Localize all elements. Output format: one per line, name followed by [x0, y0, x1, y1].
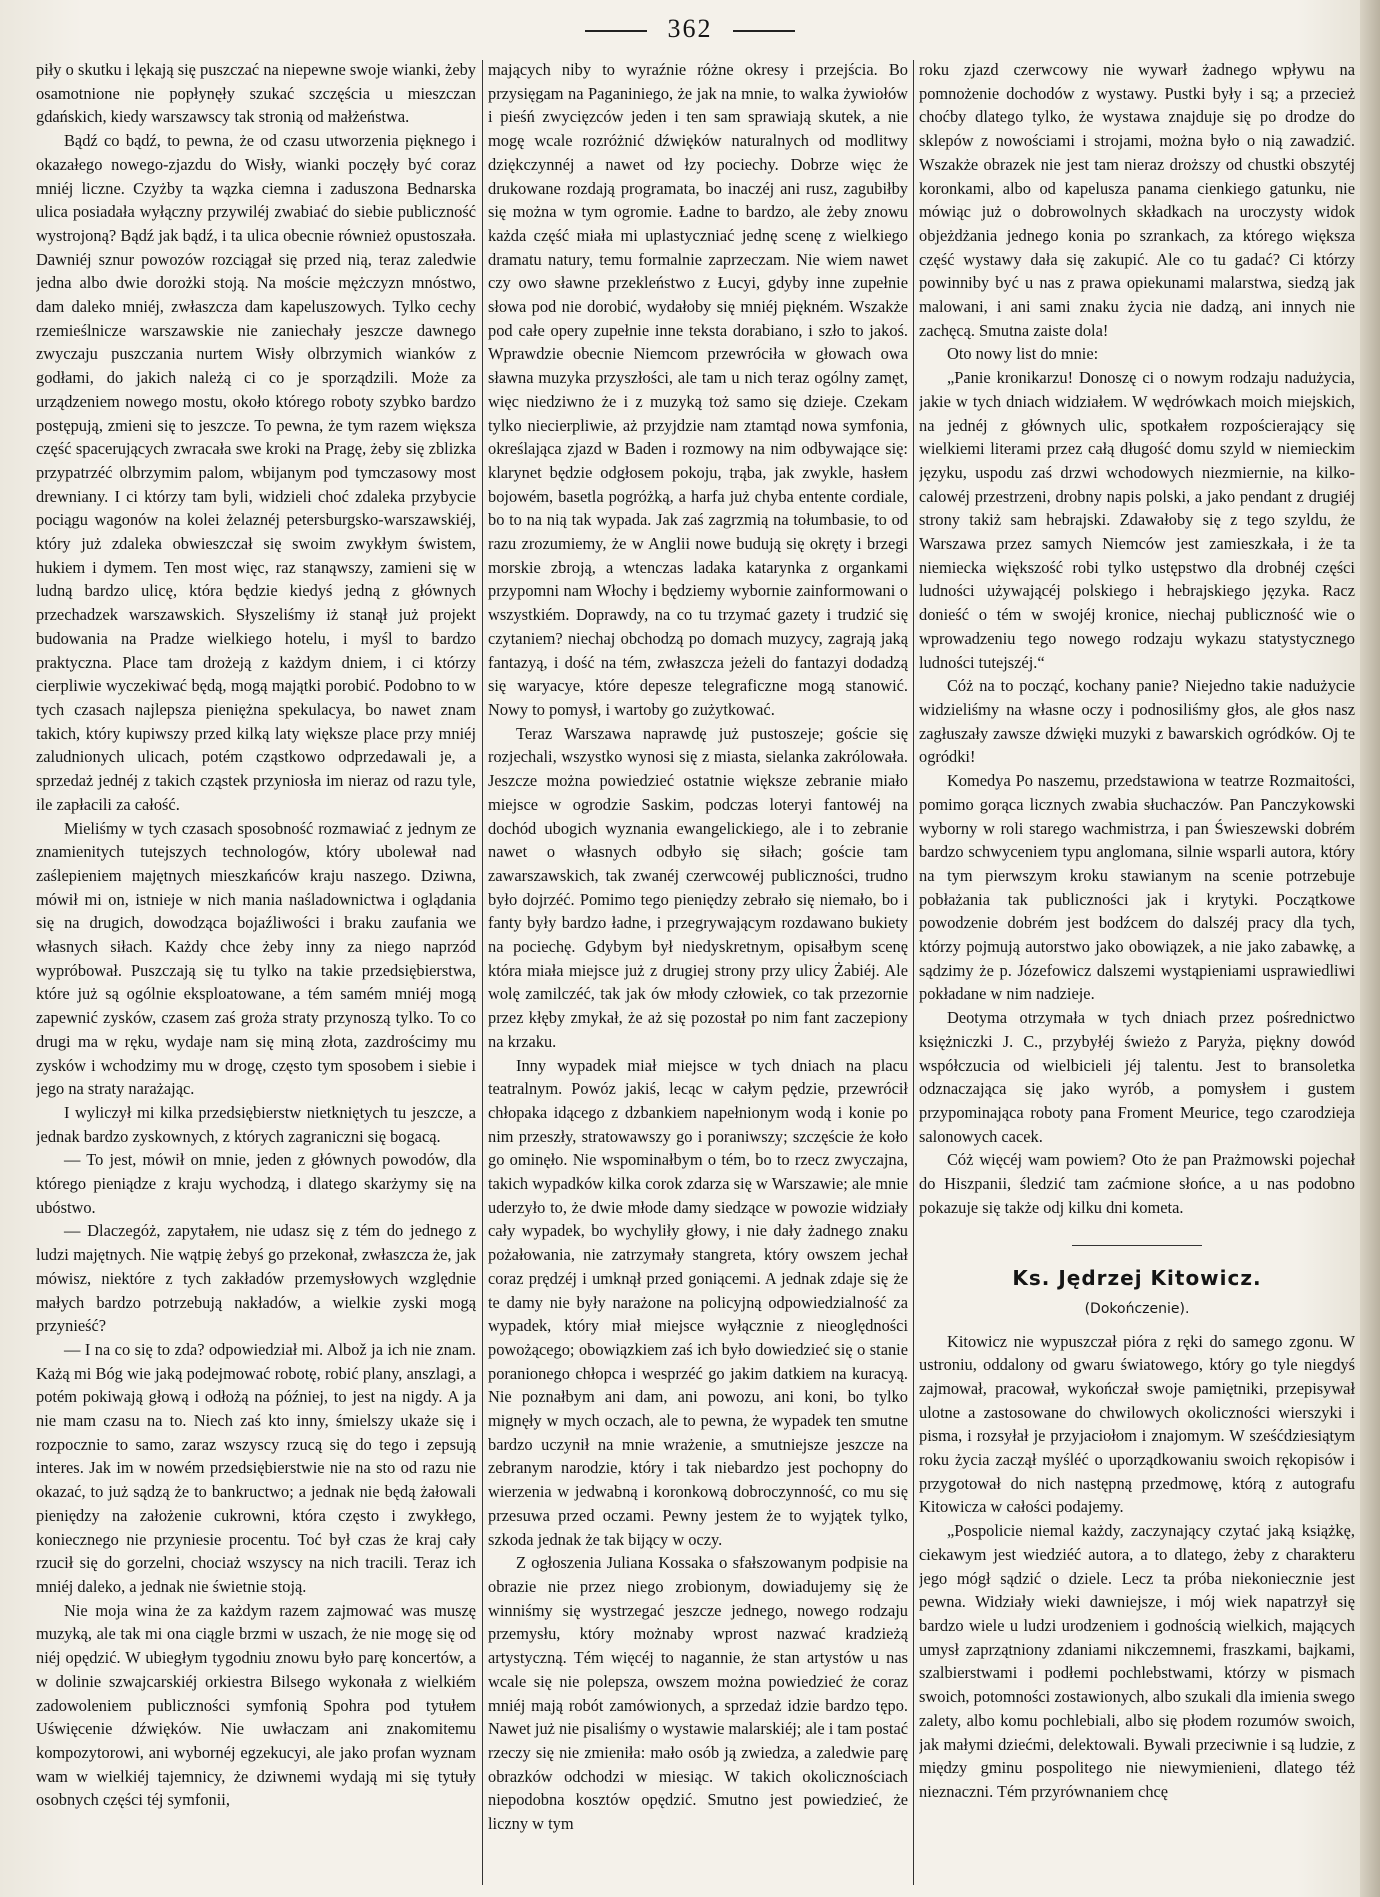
paragraph: Mieliśmy w tych czasach sposobność rozmawiać z jednym ze znamienitych tutejszych technologów, który ubolewał nad zaślepieniem majętnych mieszkańców kraju naszego. Dziwna, mówił mi on, istnieje w nich mania naśladownictwa i oglądania się na drugich, dowodząca bojaźliwości i braku zaufania we własnych siłach. Każdy chce żeby inny za niego naprzód wypróbował. Puszczają się tu tylko na takie przedsiębierstwa, które już są ogólnie eksploatowane, a tém samém mniéj mogą zapewnić zysków, czasem zaś groża straty przynoszą tylko. To co drugi ma w ręku, wydaje nam się miną złota, zazdrościmy mu zysków i wchodzimy mu w drogę, często tym sposobem i siebie i jego na straty narażając. — [36, 818, 476, 1099]
paragraph: Z ogłoszenia Juliana Kossaka o sfałszowanym podpisie na obrazie nie przez niego zrobionym, dowiadujemy się że winniśmy się wystrzegać jeszcze jednego, nowego rodzaju przemysłu, który możnaby wprost nazwać kradzieżą artystyczną. Tém więcéj to nagannie, że stan artystów u nas wcale się nie polepsza, owszem można powiedzieć że coraz mniéj mają robót zamówionych, a sprzedaż idzie bardzo tępo. Nawet już nie pisaliśmy o wystawie malarskiéj; ale i tam postać rzeczy się nie zmieniła: mało osób ją zwiedza, a zaledwie parę obrazków odchodzi w miesiąc. W takich okolicznościach niepodobna kosztów opędzić. Smutno jest powiedzieć, że liczny w tym — [488, 1553, 908, 1834]
article-subtitle: (Dokończenie). — [1084, 1301, 1190, 1318]
paragraph: „Panie kronikarzu! Donoszę ci o nowym rodzaju nadużycia, jakie w tych dniach widziałem. W wędrówkach moich miejskich, na jednéj z głównych ulic, spotkałem rozpościerający się wielkiemi literami przez całą długość domu szyld w niemieckim języku, uspodu zaś drzwi wchodowych niezmiernie, na kilko-calowéj przestrzeni, drobny napis polski, a jako pendant z drugiéj strony takiż sam hebrajski. Zdawałoby się z tego szyldu, że Warszawa przez samych Niemców jest zamieszkała, i że ta niemiecka większość robi tylko ustępstwo dla drobnéj części ludności używającéj polskiego i hebrajskiego języka. Racz donieść o tém w swojéj kronice, niechaj publiczność wie o wprowadzeniu tego nowego rodzaju wykazu statystycznego ludności tutejszéj.“ — [919, 368, 1355, 672]
paragraph: Cóż więcéj wam powiem? Oto że pan Prażmowski pojechał do Hiszpanii, śledzić tam zaćmione słońce, a u nas podobno pokazuje się także odj kilku dni kometa. — [919, 1150, 1355, 1217]
paragraph: Inny wypadek miał miejsce w tych dniach na placu teatralnym. Powóz jakiś, lecąc w całym pędzie, przewrócił chłopaka idącego z dzbankiem napełnionym wodą i konie po nim przeszły, stratowawszy go i poraniwszy; szczęście że koło go ominęło. Nie wspominałbym o tém, bo to rzecz zwyczajna, takich wypadków kilka corok zdarza się w Warszawie; ale mnie uderzyło to, że dwie młode damy siedzące w powozie widziały cały wypadek, bo wychyliły głowy, i nie dały żadnego znaku pożałowania, nie zatrzymały stangreta, który owszem jechał coraz prędzéj i umknął przed goniącemi. A jednak zdaje się że te damy nie były narażone na policyjną odpowiedzialność za wypadek, który miał miejsce wyłącznie z nieoględności powożącego; obowiązkiem zaś ich było dowiedzieć się o stanie poranionego chłopca i wesprzéć go jakim datkiem na kuracyą. Nie poznałbym ani dam, ani powozu, ani koni, bo tylko mignęły w mych oczach, ale to pewna, że wypadek ten smutne bardzo uczynił na mnie wrażenie, a smutniejsze jeszcze na zebranym narodzie, który i tak niebardzo jest pochopny do wierzenia w jedwabną i koronkową dobroczynność, co mu się przesuwa przed oczami. Pewny jestem że to wyjątek tylko, szkoda jednak że tak bijący w oczy. — [488, 1055, 908, 1549]
paragraph: Cóż na to począć, kochany panie? Niejedno takie nadużycie widzieliśmy na własne oczy i podnosiliśmy głos, ale głos nasz zagłuszały zawsze dźwięki muzyki z bawarskich ogródków. Oj te ogródki! — [919, 676, 1355, 767]
paragraph: — I na co się to zda? odpowiedział mi. Albož ja ich nie znam. Każą mi Bóg wie jaką podejmować robotę, robić plany, anszlagi, a potém pokiwają głową i odłożą na później, to jest na nigdy. A ja nie mam czasu na to. Niech zaś kto inny, śmielszy ukaże się i rozpocznie to samo, zaraz wszyscy rzucą się do tego i zepsują interes. Jak im w nowém przedsiębierstwie nie na sto od razu nie okazać, to już sądzą że to bankructwo; a jednak nie będą żałowali pieniędzy na założenie cukrowni, która często i zwykłego, koniecznego nie przyniesie procentu. Toć był czas że kraj cały rzucił się do gorzelni, chociaż wszyscy na nich tracili. Teraz ich mniéj daleko, a jednak nie świetnie stoją. — [36, 1339, 476, 1596]
paragraph: roku zjazd czerwcowy nie wywarł żadnego wpływu na pomnożenie dochodów z wystawy. Pustki były i są; a przecież choćby dlatego tylko, że wystawa znajduje się po drodze do sklepów z nowościami i strojami, można było o nią zawadzić. Wszakże obrazek nie jest tam nieraz droższy od chustki obszytéj koronkami, albo od kapelusza panama cienkiego gatunku, nie mówiąc już o dobrowolnych składkach na uroczysty widok objeżdżania jednego konia po szrankach, za którego większa część wystawy dała się zakupić. Ale co tu gadać? Ci którzy powinniby być u nas z prawa opiekunami malarstwa, siedzą jak malowani, i ani sami znaku życia nie dadzą, ani innych nie zachęcą. Smutna zaiste dola! — [919, 60, 1355, 340]
page-edge — [1360, 0, 1380, 1897]
header-rule-right — [733, 30, 795, 32]
column-divider — [482, 60, 483, 1885]
page-header — [0, 14, 1380, 44]
column-3 — [919, 58, 1355, 1890]
column-1 — [36, 58, 476, 1890]
paragraph: mających niby to wyraźnie różne okresy i przejścia. Bo przysięgam na Paganiniego, że jak na mnie, to walka żywiołów i pieśń zwycięzców jeden i ten sam sprawiają skutek, a nie mogę wcale rozróżnić dźwięków naturalnych od modlitwy dziękczynnéj a nawet od łzy pociechy. Dobrze więc że drukowane rozdają programata, bo inaczéj ani rusz, zagubiłby się można w tym ogromie. Ładne to bardzo, ale żeby znowu każda część miała mi uplastyczniać jednę scenę z wielkiego dramatu natury, temu formalnie zaprzeczam. Nie wiem nawet czy owo sławne przekleństwo z Łucyi, gdyby inne zupełnie słowa pod nie dorobić, wydałoby się mniéj piękném. Wszakże pod całe opery zupełnie inne teksta dorabiano, i szło to jakoś. Wprawdzie obecnie Niemcom przewróciła w głowach owa sławna muzyka przyszłości, ale tam u nich teraz ogólny zamęt, więc niedziwno że i z muzyką toż samo się dzieje. Czekam tylko niecierpliwie, aż przyjdzie nam ztamtąd nowa symfonia, określająca zjazd w Baden i rozmowy na nim odbywające się: klarynet będzie odgłosem pokoju, trąba, jak zwykle, hasłem bojowém, basetla pogróżką, a harfa już chyba entente cordiale, bo to na nią tak wypada. Jak zaś zagrzmią na tołumbasie, to od razu zrozumiemy, że w Anglii nowe budują się okręty i brzegi morskie zbroją, a wtenczas ladaka katarynka z organkami przypomni nam Włochy i będziemy wybornie zainformowani o wszystkiém. Doprawdy, na co tu trzymać gazety i trudzić się czytaniem? niechaj obchodzą po domach muzycy, zagrają jaką fantazyą, i dość na tém, zwłaszcza jeżeli do fantazyi dodadzą się waryacye, które depesze telegraficzne mogą stanowić. Nowy to pomysł, i wartoby go zużytkować. — [488, 60, 908, 719]
paragraph: Bądź co bądź, to pewna, że od czasu utworzenia pięknego i okazałego nowego-zjazdu do Wisły, wianki poczęły być coraz mniéj liczne. Czyżby ta wązka ciemna i zaduszona Bednarska ulica posiadała wyłączny przywiléj zwabiać do siebie publiczność wystrojoną? Bądź jak bądź, i ta ulica obecnie również opustoszała. Dawniéj sznur powozów rozciągał się przed nią, teraz zaledwie jedna albo dwie dorożki stoją. Na moście mężczyzn mnóstwo, dam daleko mniéj, zwłaszcza dam kapeluszowych. Tylko cechy rzemieślnicze warszawskie nie zaniechały jeszcze dawnego zwyczaju puszczania nurtem Wisły olbrzymich wianków z godłami, do jakich należą ci co je sporządzili. Może za urządzeniem nowego mostu, około którego roboty szybko bardzo postępują, zmieni się to jeszcze. To pewna, że tym razem większa część spacerujących zwracała swe kroki na Pragę, żeby się zblizka przypatrzéć olbrzymim palom, wbijanym pod tymczasowy most drewniany. I ci którzy tam byli, widzieli choć zdaleka przybycie pociągu wagonów na kolei żelaznéj petersburgsko-warszawskiéj, który już zdaleka obwieszczał się swoim zwykłym świstem, hukiem i dymem. Ten most więc, raz stanąwszy, zamieni się w ludną bardzo ulicę, która będzie kiedyś jedną z głównych przechadzek warszawskich. Słyszeliśmy iż stanął już projekt budowania na Pradze wielkiego hotelu, i myśl to bardzo praktyczna. Place tam drożeją z każdym dniem, i ci którzy cierpliwie wyczekiwać będą, mogą majątki porobić. Podobno to w tych czasach najlepsza pieniężna spekulacya, bo nawet znam takich, który kupiwszy przed kilką laty większe place przy mniéj zaludnionych ulicach, potém cząstkowo odprzedawali je, a sprzedaż jednéj z takich cząstek przyniosła im nieraz od razu tyle, ile zapłacili za całość. — [36, 131, 476, 814]
paragraph: Deotyma otrzymała w tych dniach przez pośrednictwo księżniczki J. C., przybyłéj świeżo z Paryża, piękny dowód współczucia od wielbicieli jéj talentu. Jest to bransoletka odznaczająca się jako wyrób, a pomysłem i gustem przypominająca roboty pana Froment Meurice, tego czarodzieja salonowych cacek. — [919, 1008, 1355, 1146]
paragraph: — Dlaczegóż, zapytałem, nie udasz się z tém do jednego z ludzi majętnych. Nie wątpię żebyś go przekonał, zwłaszcza że, jak mówisz, niektóre z tych zakładów przemysłowych względnie małych bardzo potrzebują nakładów, a wielkie zyski mogą przynieść? — [36, 1221, 476, 1336]
article-title: Ks. Jędrzej Kitowicz. — [1012, 1266, 1262, 1291]
header-rule-left — [585, 30, 647, 32]
paragraph: — To jest, mówił on mnie, jeden z głównych powodów, dla którego pieniądze z kraju wychodzą, i dlatego skarżymy się na ubóstwo. — [36, 1150, 476, 1217]
paragraph: Komedya Po naszemu, przedstawiona w teatrze Rozmaitości, pomimo gorąca licznych zwabia słuchaczów. Pan Panczykowski wyborny w roli starego wachmistrza, i pan Świeszewski dobrém bardzo schwyceniem typu anglomana, silnie wsparli autora, który na tym pierwszym kroku stawianym na scenie potrzebuje pobłażania tak publiczności jak i krytyki. Początkowe powodzenie dobrém jest bodźcem do dalszéj pracy dla tych, którzy pojmują autorstwo jako obowiązek, a nie jako zabawkę, a sądzimy że p. Józefowicz dalszemi wystąpieniami usprawiedliwi pokładane w nim nadzieje. — [919, 771, 1355, 1004]
paragraph: piły o skutku i lękają się puszczać na niepewne swoje wianki, żeby osamotnione nie popłynęły szukać szczęścia u mieszczan gdańskich, kiedy warszawscy tak stronią od małżeństwa. — [36, 60, 476, 127]
article-separator — [1072, 1245, 1202, 1246]
column-divider — [913, 60, 914, 1885]
paragraph: I wyliczył mi kilka przedsiębierstw nietkniętych tu jeszcze, a jednak bardzo zyskownych, z których zagraniczni się bogacą. — [36, 1102, 476, 1146]
paragraph: Kitowicz nie wypuszczał pióra z ręki do samego zgonu. W ustroniu, oddalony od gwaru światowego, który go tyle niegdyś zajmował, pracował, wykończał swoje pamiętniki, przepisywał ulotne a zastosowane do chwilowych okoliczności wierszyki i pisma, i rozsyłał je przyjaciołom i znajomym. W sześćdziesiątym roku życia zaczął myśléć o uporządkowaniu swoich rękopisów i przygotował do nich następną przedmowę, którą z autografu Kitowicza w całości podajemy. — [919, 1331, 1355, 1517]
paragraph: „Pospolicie niemal każdy, zaczynający czytać jaką książkę, ciekawym jest wiedziéć autora, a to dlatego, żeby z charakteru jego mógł sądzić o dziele. Lecz ta próba niekoniecznie jest pewna. Widziały wieki dawniejsze, i mój wiek napatrzył się bardzo wiele u ludzi urodzeniem i godnością wielkich, mających umysł zaprzątniony zdaniami nikczemnemi, fraszkami, bajkami, szalbierstwami i podłemi pochlebstwami, którzy w pismach swoich, potomności zostawionych, albo szukali dla imienia swego zalety, albo komu pochlebiali, albo się płodem rozumów swoich, jak małymi dziećmi, delektowali. Bywali przeciwnie i są ludzie, z między gminu pospolitego nie niewymienieni, dlatego téż nieznaczni. Tém przyrównaniem chcę — [919, 1521, 1355, 1801]
column-2 — [488, 58, 908, 1890]
paragraph: Teraz Warszawa naprawdę już pustoszeje; goście się rozjechali, wszystko wynosi się z miasta, sielanka zakrólowała. Jeszcze można powiedzieć ostatnie większe zebranie miało miejsce w ogrodzie Saskim, podczas loteryi fantowéj na dochód ubogich wyznania ewangelickiego, ale i to zebranie nawet o własnych odbyło się siłach; goście tam zawarszawskich, tak zwanéj czerwcowéj publiczności, trudno było dojrzéć. Pomimo tego pieniędzy zebrało się niemało, bo i fanty były bardzo ładne, i przegrywającym rozdawano bukiety na pociechę. Gdybym był niedyskretnym, opisałbym scenę która miała miejsce już z drugiej strony przy ulicy Żabiéj. Ale wolę zamilczéć, tak jak ów młody człowiek, co tak przezornie przez kłęby zmykał, że aż się pozostał po nim fant zaczepiony na krzaku. — [488, 723, 908, 1051]
paragraph: Nie moja wina że za każdym razem zajmować was muszę muzyką, ale tak mi ona ciągle brzmi w uszach, że nie mogę się od niéj opędzić. W ubiegłym tygodniu znowu było parę koncertów, a w dolinie szwajcarskiéj orkiestra Bilsego wykonała z wielkiém zadowoleniem publiczności symfonią Spohra pod tytułem Uświęcenie dźwięków. Nie uwłaczam ani znakomitemu kompozytorowi, ani wybornéj egzekucyi, ale jako profan wyznam wam w wielkiéj tajemnicy, że dziwnemi wydają mi się tytuły osobnych części téj symfonii, — [36, 1600, 476, 1810]
page-number: 362 — [667, 14, 713, 43]
paragraph: Oto nowy list do mnie: — [947, 344, 1099, 364]
